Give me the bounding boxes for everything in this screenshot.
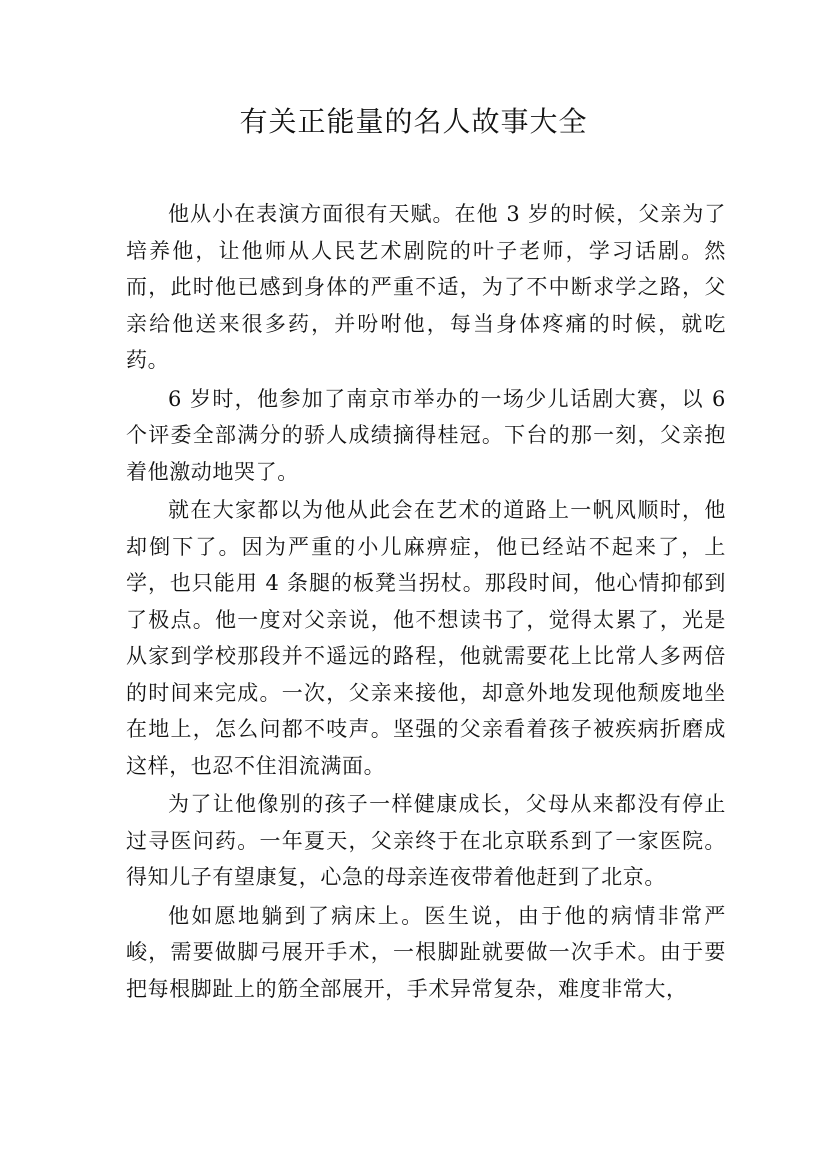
paragraph-4: 为了让他像别的孩子一样健康成长，父母从来都没有停止过寻医问药。一年夏天，父亲终于在北京联系到了一家医院。得知儿子有望康复，心急的母亲连夜带着他赶到了北京。: [126, 792, 726, 889]
paragraph-3: 就在大家都以为他从此会在艺术的道路上一帆风顺时，他却倒下了。因为严重的小儿麻痹症，他已经站不起来了，上学，也只能用 4 条腿的板凳当拐杖。那段时间，他心情抑郁到了极点。他一度对父亲说，他不想读书了，觉得太累了，光是从家到学校那段并不遥远的路程，他就需要花上比常人多两倍的时间来完成。一次，父亲来接他，却意外地发现他颓废地坐在地上，怎么问都不吱声。坚强的父亲看着孩子被疾病折磨成这样，也忍不住泪流满面。: [126, 498, 726, 778]
paragraph-1: 他从小在表演方面很有天赋。在他 3 岁的时候，父亲为了培养他，让他师从人民艺术剧院的叶子老师，学习话剧。然而，此时他已感到身体的严重不适，为了不中断求学之路，父亲给他送来很多药，并吩咐他，每当身体疼痛的时候，就吃药。: [126, 202, 726, 372]
paragraph-5: 他如愿地躺到了病床上。医生说，由于他的病情非常严峻，需要做脚弓展开手术，一根脚趾就要做一次手术。由于要把每根脚趾上的筋全部展开，手术异常复杂，难度非常大，: [126, 903, 726, 1001]
page-title: 有关正能量的名人故事大全: [239, 105, 588, 138]
document-body: [126, 196, 726, 1009]
paragraph-2: 6 岁时，他参加了南京市举办的一场少儿话剧大赛，以 6 个评委全部满分的骄人成绩摘得桂冠。下台的那一刻，父亲抱着他激动地哭了。: [126, 386, 726, 484]
